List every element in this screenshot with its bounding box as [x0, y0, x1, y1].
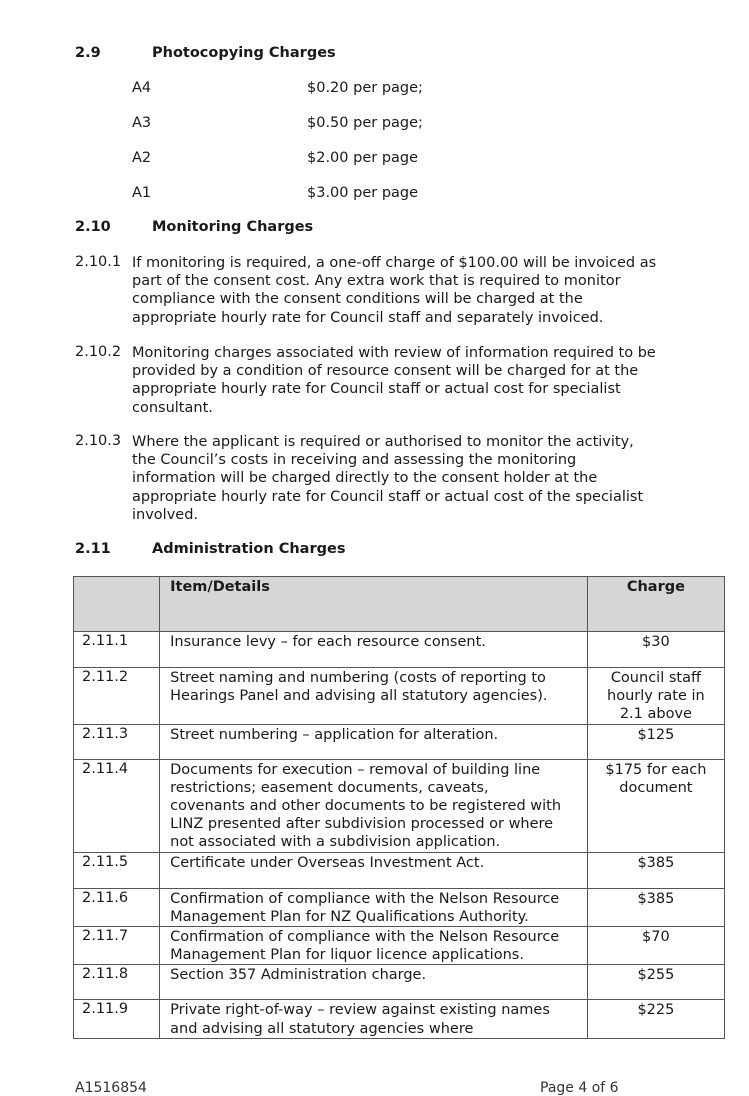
item-line: Street numbering – application for alteration. — [170, 726, 499, 743]
row-item — [160, 1000, 588, 1038]
footer-document-id: A1516854 — [75, 1080, 147, 1096]
text-line: information will be charged directly to the consent holder at the — [132, 470, 598, 487]
item-line: covenants and other documents to be registered with — [170, 798, 562, 815]
text-line: appropriate hourly rate for Council staff and separately invoiced. — [132, 309, 604, 326]
item-line: Management Plan for liquor licence applications. — [170, 947, 524, 964]
text-line: Where the applicant is required or authorised to monitor the activity, — [132, 434, 634, 450]
section-title-administration: Administration Charges — [152, 541, 346, 557]
row-item — [160, 888, 588, 926]
section-title-monitoring: Monitoring Charges — [152, 219, 314, 235]
text-line: involved. — [132, 506, 199, 523]
charge-line: $70 — [642, 929, 670, 946]
row-item — [160, 632, 588, 668]
charge-line: $255 — [637, 967, 675, 984]
administration-charges-table — [73, 576, 725, 1039]
paragraph-number: 2.10.1 — [75, 254, 122, 270]
text-line: appropriate hourly rate for Council staff or actual cost for specialist — [132, 381, 621, 398]
table-row — [74, 927, 725, 965]
row-item — [160, 759, 588, 852]
row-number: 2.11.9 — [74, 1000, 160, 1038]
paper-size: A2 — [132, 150, 152, 166]
text-line: appropriate hourly rate for Council staff or actual cost of the specialist — [132, 488, 644, 505]
charge-line: $385 — [637, 854, 675, 871]
row-item — [160, 724, 588, 759]
text-line: If monitoring is required, a one-off charge of $100.00 will be invoiced as — [132, 255, 657, 271]
row-charge — [587, 632, 724, 668]
row-charge — [587, 888, 724, 926]
row-item — [160, 668, 588, 725]
text-line: compliance with the consent conditions will be charged at the — [132, 291, 583, 308]
paper-price: $3.00 per page — [307, 185, 419, 201]
table-row — [74, 668, 725, 725]
charge-line: $385 — [637, 890, 675, 907]
header-charge: Charge — [587, 577, 724, 632]
row-number: 2.11.3 — [74, 724, 160, 759]
paper-price: $0.20 per page; — [307, 80, 423, 96]
section-number-2-11: 2.11 — [75, 541, 111, 557]
row-number: 2.11.5 — [74, 852, 160, 888]
paragraph-text — [132, 344, 732, 417]
item-line: Management Plan for NZ Qualifications Authority. — [170, 908, 529, 925]
header-item-details: Item/Details — [160, 577, 588, 632]
table-row — [74, 852, 725, 888]
paragraph-text — [132, 433, 732, 524]
table-row — [74, 1000, 725, 1038]
row-item — [160, 852, 588, 888]
text-line: Monitoring charges associated with review of information required to be — [132, 345, 656, 361]
row-number: 2.11.7 — [74, 927, 160, 965]
text-line: part of the consent cost. Any extra work that is required to monitor — [132, 273, 621, 290]
item-line: Section 357 Administration charge. — [170, 967, 427, 984]
table-header-row — [74, 577, 725, 632]
section-number-2-10: 2.10 — [75, 219, 111, 235]
charge-line: hourly rate in — [607, 688, 705, 705]
footer-page-number: Page 4 of 6 — [540, 1080, 619, 1096]
row-charge — [587, 852, 724, 888]
row-number: 2.11.4 — [74, 759, 160, 852]
row-charge — [587, 965, 724, 1000]
table-row — [74, 759, 725, 852]
charge-line: Council staff — [610, 670, 701, 686]
charge-line: $175 for each — [605, 761, 707, 778]
row-charge — [587, 1000, 724, 1038]
charge-line: $125 — [637, 726, 675, 743]
row-number: 2.11.8 — [74, 965, 160, 1000]
table-row — [74, 965, 725, 1000]
row-item — [160, 965, 588, 1000]
row-charge — [587, 927, 724, 965]
paper-size: A3 — [132, 115, 152, 131]
row-charge — [587, 668, 724, 725]
row-charge — [587, 724, 724, 759]
text-line: consultant. — [132, 399, 213, 416]
item-line: LINZ presented after subdivision processed or where — [170, 816, 554, 833]
table-row — [74, 632, 725, 668]
item-line: Insurance levy – for each resource consent. — [170, 634, 486, 650]
table-row — [74, 724, 725, 759]
item-line: Documents for execution – removal of building line — [170, 761, 541, 778]
section-title-photocopying: Photocopying Charges — [152, 45, 336, 61]
paragraph-text — [132, 254, 732, 327]
item-line: and advising all statutory agencies where — [170, 1020, 474, 1037]
header-number — [74, 577, 160, 632]
row-item — [160, 927, 588, 965]
charge-line: 2.1 above — [619, 706, 692, 723]
text-line: provided by a condition of resource consent will be charged for at the — [132, 363, 639, 380]
text-line: the Council’s costs in receiving and assessing the monitoring — [132, 452, 577, 469]
charge-line: $30 — [642, 634, 670, 650]
item-line: Street naming and numbering (costs of reporting to — [170, 670, 546, 686]
paper-size: A4 — [132, 80, 152, 96]
paper-price: $2.00 per page — [307, 150, 419, 166]
paragraph-number: 2.10.3 — [75, 433, 122, 449]
item-line: Hearings Panel and advising all statutory agencies). — [170, 688, 548, 705]
table-row — [74, 888, 725, 926]
row-number: 2.11.6 — [74, 888, 160, 926]
paper-price: $0.50 per page; — [307, 115, 423, 131]
item-line: restrictions; easement documents, caveats, — [170, 779, 489, 796]
item-line: Certificate under Overseas Investment Act. — [170, 854, 485, 871]
paper-size: A1 — [132, 185, 152, 201]
item-line: Confirmation of compliance with the Nelson Resource — [170, 929, 560, 946]
item-line: not associated with a subdivision application. — [170, 834, 501, 851]
row-number: 2.11.2 — [74, 668, 160, 725]
item-line: Private right-of-way – review against existing names — [170, 1002, 550, 1019]
charge-line: $225 — [637, 1002, 675, 1019]
item-line: Confirmation of compliance with the Nelson Resource — [170, 890, 560, 907]
section-number-2-9: 2.9 — [75, 45, 101, 61]
charge-line: document — [619, 779, 693, 796]
paragraph-number: 2.10.2 — [75, 344, 122, 360]
row-number: 2.11.1 — [74, 632, 160, 668]
row-charge — [587, 759, 724, 852]
